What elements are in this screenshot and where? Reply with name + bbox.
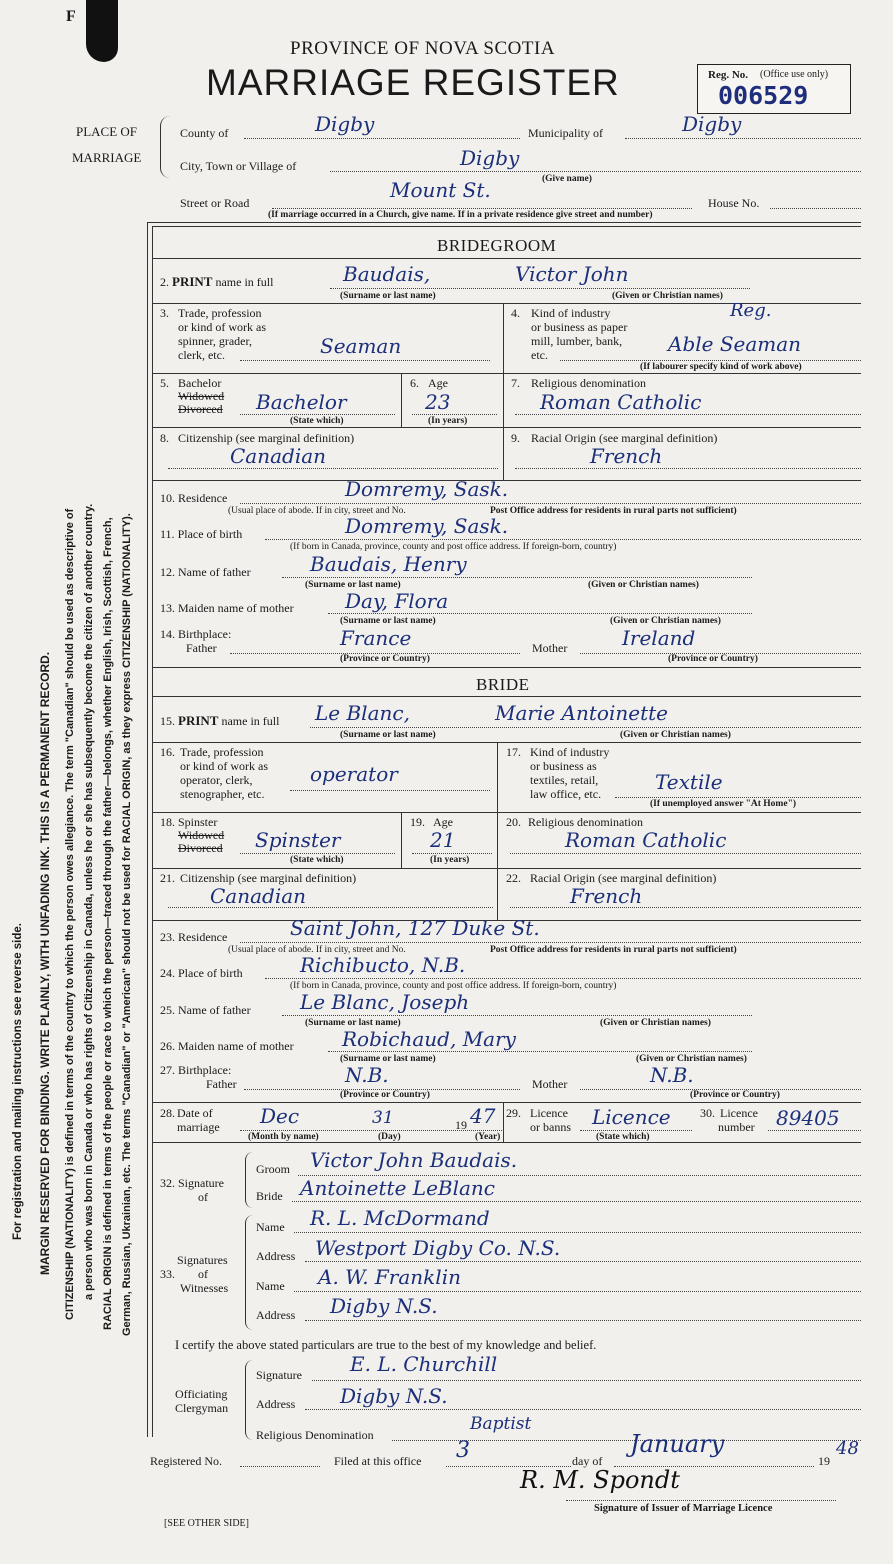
groom-residence-value: Domremy, Sask. [345, 477, 509, 501]
groom-bp-note-mother: (Province or Country) [668, 654, 758, 664]
bride-birth-note: (If born in Canada, province, county and post office address. If foreign-born, country) [290, 981, 617, 991]
groom-citizenship-value: Canadian [230, 444, 327, 468]
groom-industry-top: Reg. [730, 300, 772, 321]
groom-father-label: 12. Name of father [160, 565, 251, 579]
issuer-signature: R. M. Spondt [520, 1466, 680, 1494]
bride-industry-note: (If unemployed answer "At Home") [650, 799, 797, 809]
reg-no-box [697, 64, 851, 114]
groom-religion-value: Roman Catholic [540, 390, 702, 414]
bride-bp-mother-label: Mother [532, 1077, 568, 1091]
groom-status-l1: Widowed [178, 389, 225, 403]
certify-text: I certify the above stated particulars are true to the best of my knowledge and belief. [175, 1338, 597, 1352]
groom-name-label: 2. PRINT name in full [160, 274, 274, 289]
groom-signature: Victor John Baudais. [310, 1148, 518, 1172]
municipality-value: Digby [682, 112, 742, 136]
groom-mother-label: 13. Maiden name of mother [160, 601, 294, 615]
bride-bp-mother-value: N.B. [650, 1063, 694, 1087]
bride-bp-father-label: Father [206, 1077, 237, 1091]
place-of-label: PLACE OF [76, 124, 138, 139]
groom-trade-l3: clerk, etc. [178, 348, 225, 362]
bride-age-value: 21 [430, 828, 456, 852]
bride-industry-num: 17. [506, 745, 521, 759]
wit2-address: Digby N.S. [330, 1294, 438, 1318]
wit1-name-label: Name [256, 1220, 285, 1234]
date-label-l1: marriage [177, 1120, 220, 1134]
wit-label-l1: of [198, 1267, 208, 1281]
reg-no-value: 006529 [718, 81, 809, 110]
bride-residence-label: 23. Residence [160, 930, 228, 944]
bride-industry-l1: or business as [530, 759, 597, 773]
bride-status-num: 18. [160, 815, 175, 829]
margin-line-1: For registration and mailing instructions see reverse side. [12, 923, 24, 1240]
sig-label-l0: Signature [178, 1176, 224, 1190]
bride-citizenship-label: Citizenship (see marginal definition) [180, 871, 357, 885]
street-value: Mount St. [390, 178, 491, 202]
bride-name-label: 15. PRINT name in full [160, 713, 280, 728]
bride-religion-label: Religious denomination [528, 815, 643, 829]
filed-label: Filed at this office [334, 1454, 422, 1468]
groom-trade-l2: spinner, grader, [178, 334, 253, 348]
groom-racial-label: Racial Origin (see marginal definition) [531, 431, 718, 445]
bride-residence-value: Saint John, 127 Duke St. [290, 916, 540, 940]
groom-bp-father-value: France [340, 626, 412, 650]
groom-residence-label: 10. Residence [160, 491, 228, 505]
bride-religion-value: Roman Catholic [565, 828, 727, 852]
bride-age-num: 19. [410, 815, 425, 829]
bride-age-label: Age [433, 815, 453, 829]
filed-year: 48 [836, 1438, 859, 1459]
clergy-signature: E. L. Churchill [350, 1352, 498, 1376]
groom-mother-g-note: (Given or Christian names) [610, 616, 721, 626]
bride-bp-note-father: (Province or Country) [340, 1090, 430, 1100]
groom-trade-l0: Trade, profession [178, 306, 262, 320]
groom-racial-value: French [590, 444, 663, 468]
date-label-l0: Date of [177, 1106, 213, 1120]
clergy-sig-label: Signature [256, 1368, 302, 1382]
bride-trade-l0: Trade, profession [180, 745, 264, 759]
bride-industry-l2: textiles, retail, [530, 773, 599, 787]
bride-citizenship-num: 21. [160, 871, 175, 885]
bride-birth-value: Richibucto, N.B. [300, 953, 466, 977]
groom-industry-l2: mill, lumber, bank, [531, 334, 623, 348]
wit1-name: R. L. McDormand [310, 1206, 490, 1230]
registered-no-label: Registered No. [150, 1454, 222, 1468]
bride-residence-note2: Post Office address for residents in rural parts not sufficient) [490, 945, 737, 955]
marriage-year: 47 [470, 1104, 496, 1128]
bride-status-note: (State which) [290, 855, 344, 865]
bride-trade-num: 16. [160, 745, 175, 759]
margin-line-6: German, Russian, Ukrainian, etc. The terms "Canadian" or "American" should not be used for RACIAL ORIGIN, as they express CITIZENSHIP (NATIONALITY). [121, 513, 133, 1336]
bride-status-l1: Widowed [178, 828, 225, 842]
bride-status-value: Spinster [255, 828, 341, 852]
give-name-note: (Give name) [542, 174, 592, 184]
bride-trade-l2: operator, clerk, [180, 773, 253, 787]
groom-industry-num: 4. [511, 306, 520, 320]
province-heading: PROVINCE OF NOVA SCOTIA [290, 38, 556, 59]
bride-mother-label: 26. Maiden name of mother [160, 1039, 294, 1053]
place-brace [160, 116, 172, 178]
licence-no-num: 30. [700, 1106, 715, 1120]
bride-signature: Antoinette LeBlanc [300, 1176, 495, 1200]
groom-birth-value: Domremy, Sask. [345, 514, 509, 538]
bride-racial-value: French [570, 884, 643, 908]
groom-industry-value: Able Seaman [668, 332, 802, 356]
groom-bp-label: 14. Birthplace: [160, 627, 232, 641]
bride-trade-value: operator [310, 762, 398, 786]
sig-num: 32. [160, 1176, 175, 1190]
groom-given-note: (Given or Christian names) [612, 291, 723, 301]
groom-status-l2: Divorced [178, 402, 223, 416]
place-note: (If marriage occurred in a Church, give name. If in a private residence give street and number) [268, 210, 653, 220]
bride-citizenship-value: Canadian [210, 884, 307, 908]
city-label: City, Town or Village of [180, 159, 297, 173]
bride-status-l2: Divorced [178, 841, 223, 855]
groom-father-value: Baudais, Henry [310, 552, 467, 576]
bride-residence-note1: (Usual place of abode. If in city, street and No. [228, 945, 406, 955]
wit1-address: Westport Digby Co. N.S. [315, 1236, 561, 1260]
bride-racial-num: 22. [506, 871, 521, 885]
margin-line-2: MARGIN RESERVED FOR BINDING. WRITE PLAINLY, WITH UNFADING INK. THIS IS A PERMANENT RECORD. [38, 651, 52, 1275]
groom-religion-num: 7. [511, 376, 520, 390]
groom-birth-note: (If born in Canada, province, county and post office address. If foreign-born, country) [290, 542, 617, 552]
margin-line-4: a person who was born in Canada or who has rights of Citizenship in Canada, unless he or she has subsequently become the citizen of another country. [83, 503, 95, 1300]
county-label: County of [180, 126, 229, 140]
groom-father-s-note: (Surname or last name) [305, 580, 401, 590]
clergy-label-l1: Clergyman [175, 1401, 229, 1415]
marriage-year-prefix: 19 [455, 1118, 467, 1132]
bride-given-note: (Given or Christian names) [620, 730, 731, 740]
groom-age-label: Age [428, 376, 448, 390]
bride-trade-l3: stenographer, etc. [180, 787, 265, 801]
wit-num: 33. [160, 1267, 175, 1281]
groom-age-note: (In years) [428, 416, 468, 426]
bride-racial-label: Racial Origin (see marginal definition) [530, 871, 717, 885]
bride-status-l0: Spinster [178, 815, 218, 829]
licence-num: 29. [506, 1106, 521, 1120]
filed-day: 3 [456, 1438, 470, 1463]
house-label: House No. [708, 196, 760, 210]
groom-mother-value: Day, Flora [345, 589, 449, 613]
municipality-label: Municipality of [528, 126, 603, 140]
licence-value: Licence [592, 1105, 671, 1129]
licence-no-label-l1: number [718, 1120, 755, 1134]
filed-month: January [630, 1430, 725, 1458]
bride-heading: BRIDE [476, 675, 530, 694]
form-title: MARRIAGE REGISTER [206, 62, 620, 103]
county-value: Digby [315, 112, 375, 136]
groom-industry-l1: or business as paper [531, 320, 628, 334]
reg-no-label: Reg. No. [708, 69, 749, 81]
bride-bp-note-mother: (Province or Country) [690, 1090, 780, 1100]
groom-status-l0: Bachelor [178, 376, 222, 390]
issuer-label: Signature of Issuer of Marriage Licence [594, 1503, 773, 1514]
street-label: Street or Road [180, 196, 250, 210]
groom-citizenship-num: 8. [160, 431, 169, 445]
groom-bp-mother-value: Ireland [622, 626, 696, 650]
bride-industry-value: Textile [655, 770, 723, 794]
groom-status-num: 5. [160, 376, 169, 390]
bride-father-label: 25. Name of father [160, 1003, 251, 1017]
groom-citizenship-label: Citizenship (see marginal definition) [178, 431, 355, 445]
groom-father-g-note: (Given or Christian names) [588, 580, 699, 590]
clergy-denom-label: Religious Denomination [256, 1428, 374, 1442]
see-other-side: [SEE OTHER SIDE] [164, 1518, 249, 1529]
groom-trade-value: Seaman [320, 334, 402, 358]
clergy-label-l0: Officiating [175, 1387, 228, 1401]
bride-bp-label: 27. Birthplace: [160, 1063, 232, 1077]
year-note: (Year) [475, 1132, 501, 1142]
bride-father-value: Le Blanc, Joseph [300, 990, 470, 1014]
wit1-address-label: Address [256, 1249, 296, 1263]
groom-mother-s-note: (Surname or last name) [340, 616, 436, 626]
reg-no-note: (Office use only) [760, 69, 829, 80]
bride-age-note: (In years) [430, 855, 470, 865]
groom-given: Victor John [515, 262, 629, 286]
bride-surname: Le Blanc, [315, 701, 410, 725]
margin-line-3: CITIZENSHIP (NATIONALITY) is defined in terms of the country to which the person owes allegiance. The term "Canadian" should be used as descriptive of [64, 508, 76, 1320]
bride-father-s-note: (Surname or last name) [305, 1018, 401, 1028]
month-note: (Month by name) [248, 1132, 319, 1142]
bride-industry-l3: law office, etc. [530, 787, 602, 801]
groom-trade-num: 3. [160, 306, 169, 320]
groom-age-num: 6. [410, 376, 419, 390]
bride-mother-g-note: (Given or Christian names) [636, 1054, 747, 1064]
groom-surname: Baudais, [343, 262, 431, 286]
sig-label-l1: of [198, 1190, 208, 1204]
filed-year-prefix: 19 [818, 1454, 830, 1468]
groom-birth-label: 11. Place of birth [160, 527, 243, 541]
bride-given: Marie Antoinette [495, 701, 668, 725]
city-value: Digby [460, 146, 520, 170]
margin-line-5: RACIAL ORIGIN is defined in terms of the people or race to which the person—traced through the father—belongs, whether English, Irish, Scottish, French, [102, 517, 114, 1330]
groom-industry-l3: etc. [531, 348, 548, 362]
bride-mother-value: Robichaud, Mary [342, 1027, 516, 1051]
wit2-name: A. W. Franklin [318, 1265, 461, 1289]
licence-label-l1: or banns [530, 1120, 571, 1134]
date-num: 28. [160, 1106, 175, 1120]
licence-label-l0: Licence [530, 1106, 568, 1120]
bride-surname-note: (Surname or last name) [340, 730, 436, 740]
groom-bp-note-father: (Province or Country) [340, 654, 430, 664]
groom-sig-label: Groom [256, 1162, 290, 1176]
groom-residence-note2: Post Office address for residents in rural parts not sufficient) [490, 506, 737, 516]
bride-sig-label: Bride [256, 1189, 283, 1203]
licence-note: (State which) [596, 1132, 650, 1142]
marriage-label: MARRIAGE [72, 150, 142, 165]
groom-status-note: (State which) [290, 416, 344, 426]
groom-industry-l0: Kind of industry [531, 306, 611, 320]
bride-trade-l1: or kind of work as [180, 759, 268, 773]
licence-no-label-l0: Licence [720, 1106, 758, 1120]
clergy-address: Digby N.S. [340, 1384, 448, 1408]
groom-surname-note: (Surname or last name) [340, 291, 436, 301]
clergy-addr-label: Address [256, 1397, 296, 1411]
day-of-label: day of [572, 1454, 603, 1468]
wit-label-l0: Signatures [177, 1253, 228, 1267]
groom-bp-father-label: Father [186, 641, 217, 655]
corner-mark: F [66, 8, 76, 25]
groom-industry-note: (If labourer specify kind of work above) [640, 362, 802, 372]
groom-racial-num: 9. [511, 431, 520, 445]
wit2-address-label: Address [256, 1308, 296, 1322]
clergy-denomination: Baptist [470, 1414, 532, 1434]
licence-no-value: 89405 [776, 1106, 840, 1130]
groom-age-value: 23 [425, 390, 451, 414]
groom-trade-l1: or kind of work as [178, 320, 266, 334]
bridegroom-heading: BRIDEGROOM [437, 236, 557, 255]
groom-residence-note1: (Usual place of abode. If in city, street and No. [228, 506, 406, 516]
groom-religion-label: Religious denomination [531, 376, 646, 390]
groom-bp-mother-label: Mother [532, 641, 568, 655]
bride-mother-s-note: (Surname or last name) [340, 1054, 436, 1064]
wit2-name-label: Name [256, 1279, 285, 1293]
marriage-day: 31 [372, 1108, 394, 1128]
groom-status-value: Bachelor [256, 390, 347, 414]
bride-bp-father-value: N.B. [345, 1063, 389, 1087]
bride-religion-num: 20. [506, 815, 521, 829]
corner-ink-blot [86, 0, 118, 62]
bride-father-g-note: (Given or Christian names) [600, 1018, 711, 1028]
day-note: (Day) [378, 1132, 401, 1142]
wit-label-l2: Witnesses [180, 1281, 229, 1295]
bride-industry-l0: Kind of industry [530, 745, 610, 759]
bride-birth-label: 24. Place of birth [160, 966, 243, 980]
marriage-month: Dec [260, 1104, 300, 1128]
